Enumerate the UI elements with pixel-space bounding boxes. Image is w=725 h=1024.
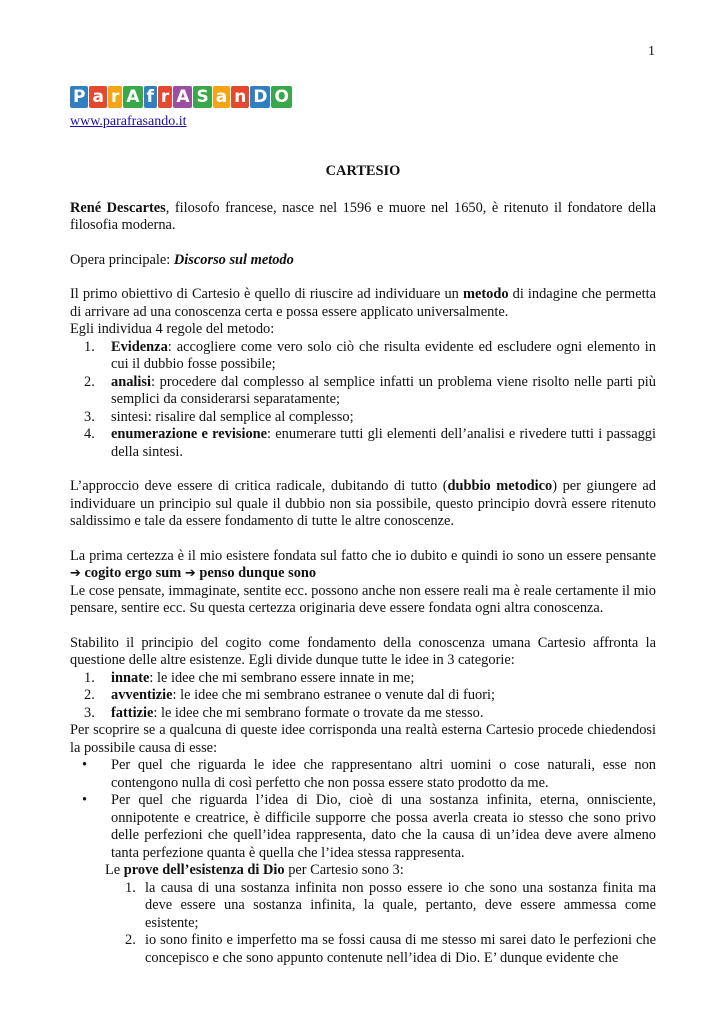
- list-item: • Per quel che riguarda le idee che rappresentano altri uomini o cose naturali, esse non contengono nulla di così perfetto che non possa essere stato prodotto da me.: [82, 757, 656, 791]
- metodo-rules-intro: Egli individua 4 regole del metodo:: [70, 321, 275, 337]
- list-item: 1. la causa di una sostanza infinita non posso essere io che sono una sostanza finita ma deve essere una sostanza infinita, la quale, pertanto, deve essere ammessa come esistente;: [125, 879, 656, 931]
- author-name: René Descartes: [70, 199, 166, 216]
- intro-paragraph: René Descartes, filosofo francese, nasce nel 1596 e muore nel 1650, è ritenuto il fondatore della filosofia moderna.: [70, 199, 656, 233]
- logo-letter: a: [213, 86, 230, 108]
- proofs-list: [70, 880, 656, 968]
- logo-letter: r: [158, 86, 172, 108]
- logo-letter: P: [70, 86, 88, 108]
- dubbio-paragraph: L’approccio deve essere di critica radicale, dubitando di tutto (dubbio metodico) per giungere ad individuare un principio sul quale il dubbio non sia possibile, questo principio dovrà essere ritenuto saldissimo e tale da essere fondamento di tutte le altre conoscenze.: [70, 478, 656, 529]
- site-link[interactable]: www.parafrasando.it: [70, 114, 187, 129]
- list-item: • Per quel che riguarda l’idea di Dio, cioè di una sostanza infinita, eterna, onnisciente, onnipotente e creatrice, è difficile supporre che possa averla creata io stesso che sono privo delle perfezioni che quell’idea rappresenta, dato che la causa di un’idea deve avere almeno tanta perfezione quanta è quella che l’idea stessa rappresenta.: [82, 792, 656, 861]
- arrow-right-icon: ➔: [184, 566, 196, 581]
- causes-bullet-list: [70, 757, 656, 862]
- logo-letter: a: [89, 86, 106, 108]
- document-body: [70, 163, 656, 967]
- idea-categories-list: [70, 670, 656, 723]
- bullet-icon: •: [82, 757, 88, 773]
- list-item: 4. enumerazione e revisione: enumerare tutti gli elementi dell’analisi e rivedere tutti i passaggi della sintesi.: [84, 426, 656, 460]
- logo-letter: n: [231, 86, 249, 108]
- list-item: 2. analisi: procedere dal complesso al semplice infatti un problema viene risolto nelle parti più semplici da considerarsi separatamente;: [84, 373, 656, 407]
- cogito-paragraph-2: Le cose pensate, immaginate, sentite ecc. possono anche non essere reali ma è reale certamente il mio pensare, sentire ecc. Su questa certezza originaria deve essere fondata ogni altra conoscenza.: [70, 582, 656, 616]
- logo-letter: A: [173, 86, 192, 108]
- opera-paragraph: Opera principale: Discorso sul metodo: [70, 251, 294, 268]
- page-number: 1: [648, 44, 655, 59]
- list-item: 2. avventizie: le idee che mi sembrano estranee o venute dal di fuori;: [84, 687, 496, 703]
- opera-title: Discorso sul metodo: [173, 251, 294, 268]
- list-item: 2. io sono finito e imperfetto ma se fossi causa di me stesso mi sarei dato le perfezioni che concepisco e che sono appunto contenute nell’idea di Dio. E’ dunque evidente che: [125, 932, 656, 966]
- idee-paragraph: Stabilito il principio del cogito come fondamento della conoscenza umana Cartesio affronta la questione delle altre esistenze. Egli divide dunque tutte le idee in 3 categorie:: [70, 634, 656, 668]
- logo-letter: r: [108, 86, 122, 108]
- logo-letter: O: [271, 86, 291, 108]
- cogito-paragraph: La prima certezza è il mio esistere fondata sul fatto che io dubito e quindi io sono un essere pensante ➔ cogito ergo sum ➔ penso dunque sono: [70, 547, 656, 581]
- causa-paragraph: Per scoprire se a qualcuna di queste idee corrisponda una realtà esterna Cartesio procede chiedendosi la possibile causa di esse:: [70, 722, 656, 756]
- method-rules-list: [70, 339, 656, 462]
- logo-letter: A: [123, 86, 142, 108]
- parafrasando-logo: [70, 86, 293, 108]
- document-title: CARTESIO: [325, 163, 401, 179]
- list-item: 1. innate: le idee che mi sembrano essere innate in me;: [84, 669, 415, 686]
- arrow-right-icon: ➔: [70, 566, 81, 581]
- list-item: 1. Evidenza: accogliere come vero solo ciò che risulta evidente ed escludere ogni elemento in cui il dubbio fosse possibile;: [84, 338, 656, 372]
- list-item: 3. sintesi: risalire dal semplice al complesso;: [84, 408, 354, 425]
- prove-heading: Le prove dell’esistenza di Dio per Cartesio sono 3:: [105, 862, 404, 878]
- list-item: 3. fattizie: le idee che mi sembrano formate o trovate da me stesso.: [84, 704, 484, 721]
- logo-letter: D: [250, 86, 270, 108]
- bullet-icon: •: [82, 792, 88, 808]
- metodo-paragraph: Il primo obiettivo di Cartesio è quello di riuscire ad individuare un metodo di indagine che permetta di arrivare ad una conoscenza certa e possa essere applicato universalmente.: [70, 286, 656, 320]
- logo-letter: f: [144, 86, 157, 108]
- logo-letter: S: [193, 86, 211, 108]
